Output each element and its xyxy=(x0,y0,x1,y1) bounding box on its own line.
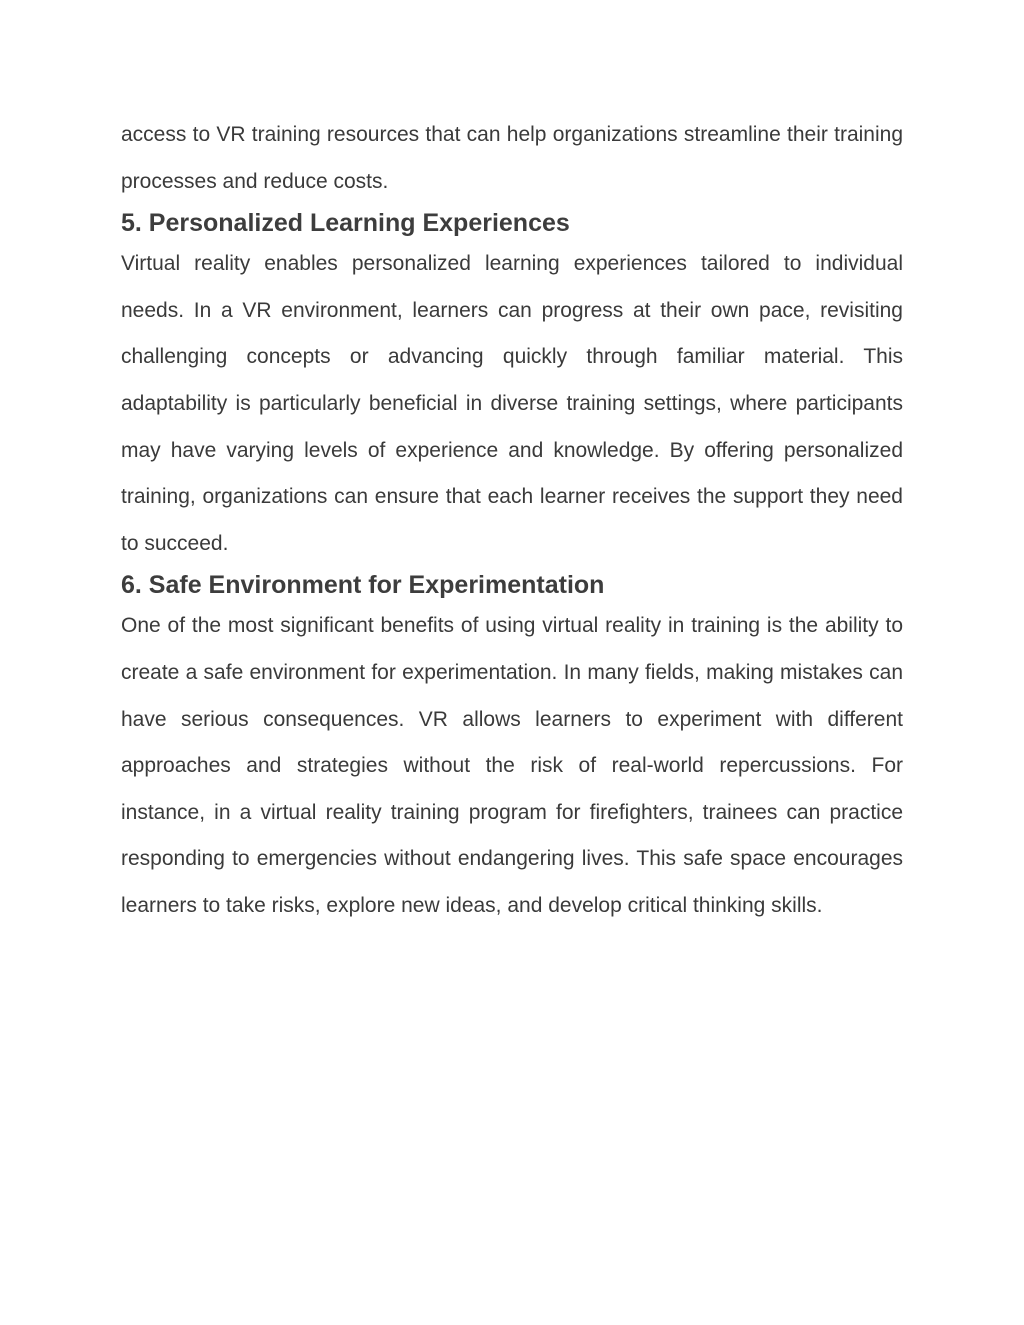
continuation-paragraph: access to VR training resources that can help organizations streamline their training processes and reduce costs. xyxy=(121,123,903,193)
document-page xyxy=(121,112,903,930)
section-paragraph-personalized-learning: Virtual reality enables personalized learning experiences tailored to individual needs. In a VR environment, learners can progress at their own pace, revisiting challenging concepts or advancing quickly through familiar material. This adaptability is particularly beneficial in diverse training settings, where participants may have varying levels of experience and knowledge. By offering personalized training, organizations can ensure that each learner receives the support they need to succeed. xyxy=(121,252,903,555)
section-paragraph-safe-environment: One of the most significant benefits of using virtual reality in training is the ability to create a safe environment for experimentation. In many fields, making mistakes can have serious consequences. VR allows learners to experiment with different approaches and strategies without the risk of real-world repercussions. For instance, in a virtual reality training program for firefighters, trainees can practice responding to emergencies without endangering lives. This safe space encourages learners to take risks, explore new ideas, and develop critical thinking skills. xyxy=(121,614,903,917)
section-heading-safe-environment: 6. Safe Environment for Experimentation xyxy=(121,571,605,600)
section-heading-personalized-learning: 5. Personalized Learning Experiences xyxy=(121,209,570,238)
